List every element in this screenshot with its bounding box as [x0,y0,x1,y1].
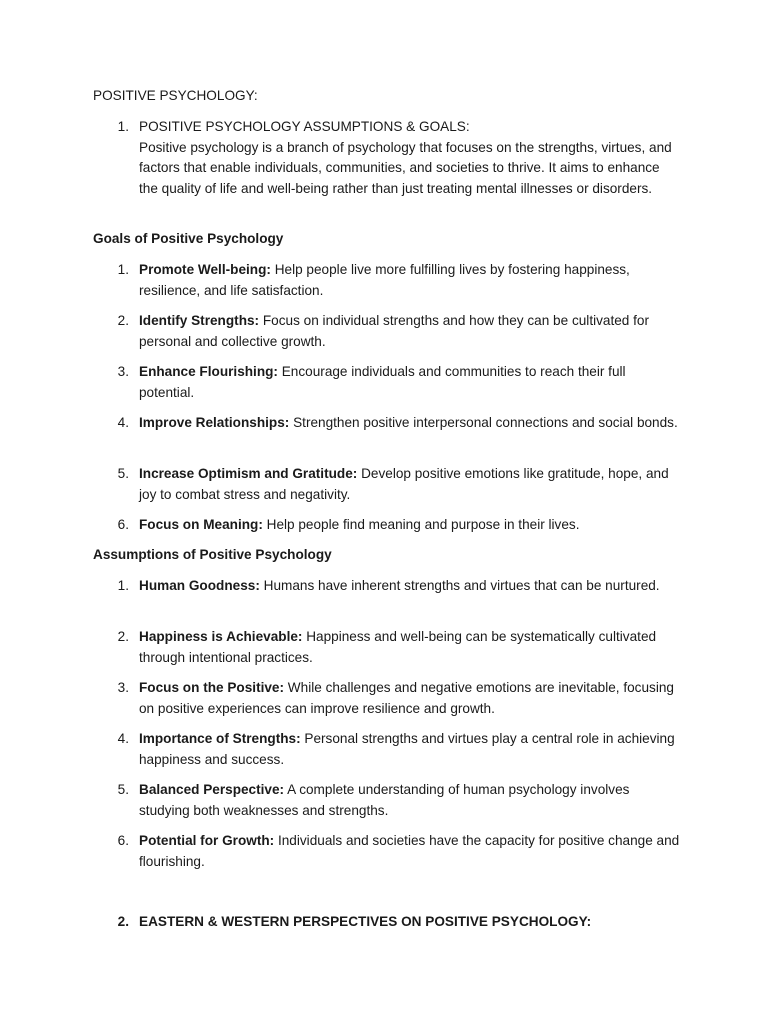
list-item-desc: Humans have inherent strengths and virtues that can be nurtured. [259,578,660,593]
list-item [93,464,680,505]
list-item-term: Happiness is Achievable: [139,629,303,644]
list-item-term: Focus on Meaning: [139,517,263,532]
list-item-desc: Strengthen positive interpersonal connections and social bonds. [289,415,678,430]
list-item-desc: Encourage individuals and communities to reach their full potential. [139,364,626,400]
list-item-number: 4. [117,731,129,746]
list-item-number: 2. [117,629,129,644]
list-item-term: Improve Relationships: [139,415,290,430]
section-1-number: 1. [117,119,129,134]
list-item-number: 1. [117,578,129,593]
list-item [93,678,680,719]
list-item [93,362,680,403]
list-item-term: Promote Well-being: [139,262,271,277]
list-item-number: 2. [117,313,129,328]
section-1 [93,117,680,199]
list-item [93,260,680,301]
list-item-desc: A complete understanding of human psychology involves studying both weaknesses and strengths. [139,782,630,818]
list-item-term: Enhance Flourishing: [139,364,278,379]
list-item-number: 3. [117,680,129,695]
list-item [93,831,680,872]
list-item-desc: Personal strengths and virtues play a central role in achieving happiness and success. [139,731,675,767]
list-item-term: Focus on the Positive: [139,680,285,695]
list-item-term: Increase Optimism and Gratitude: [139,466,358,481]
list-item-desc: Help people find meaning and purpose in their lives. [262,517,580,532]
section-1-intro: Positive psychology is a branch of psychology that focuses on the strengths, virtues, and factors that enable individuals, communities, and societies to thrive. It aims to enhance the quality of life and well-being rather than just treating mental illnesses or disorders. [139,139,672,196]
section-2 [93,912,680,933]
document-title: POSITIVE PSYCHOLOGY: [93,88,258,103]
list-item-term: Human Goodness: [139,578,260,593]
list-item [93,413,680,434]
list-item [93,576,680,597]
list-item-term: Identify Strengths: [139,313,260,328]
list-item-term: Balanced Perspective: [139,782,285,797]
list-item-number: 5. [117,782,129,797]
list-item-number: 4. [117,415,129,430]
list-item-desc: Individuals and societies have the capacity for positive change and flourishing. [139,833,680,869]
list-item-desc: Help people live more fulfilling lives by fostering happiness, resilience, and life satisfaction. [139,262,630,298]
list-item-number: 6. [117,833,129,848]
list-item-term: Importance of Strengths: [139,731,301,746]
goals-heading: Goals of Positive Psychology [93,231,284,246]
section-2-number: 2. [117,914,129,929]
list-item-desc: Happiness and well-being can be systematically cultivated through intentional practices. [139,629,657,665]
list-item-term: Potential for Growth: [139,833,275,848]
list-item-number: 3. [117,364,129,379]
list-item-desc: Focus on individual strengths and how they can be cultivated for personal and collective growth. [139,313,650,349]
list-item [93,627,680,668]
list-item-number: 1. [117,262,129,277]
section-1-heading: POSITIVE PSYCHOLOGY ASSUMPTIONS & GOALS: [139,119,470,134]
list-item [93,780,680,821]
section-2-heading: EASTERN & WESTERN PERSPECTIVES ON POSITIVE PSYCHOLOGY: [139,914,592,929]
list-item-number: 6. [117,517,129,532]
list-item-desc: Develop positive emotions like gratitude, hope, and joy to combat stress and negativity. [139,466,669,502]
list-item [93,729,680,770]
list-item-desc: While challenges and negative emotions are inevitable, focusing on positive experiences can improve resilience and growth. [139,680,674,716]
list-item-number: 5. [117,466,129,481]
list-item [93,515,680,536]
list-item [93,311,680,352]
assumptions-heading: Assumptions of Positive Psychology [93,547,332,562]
